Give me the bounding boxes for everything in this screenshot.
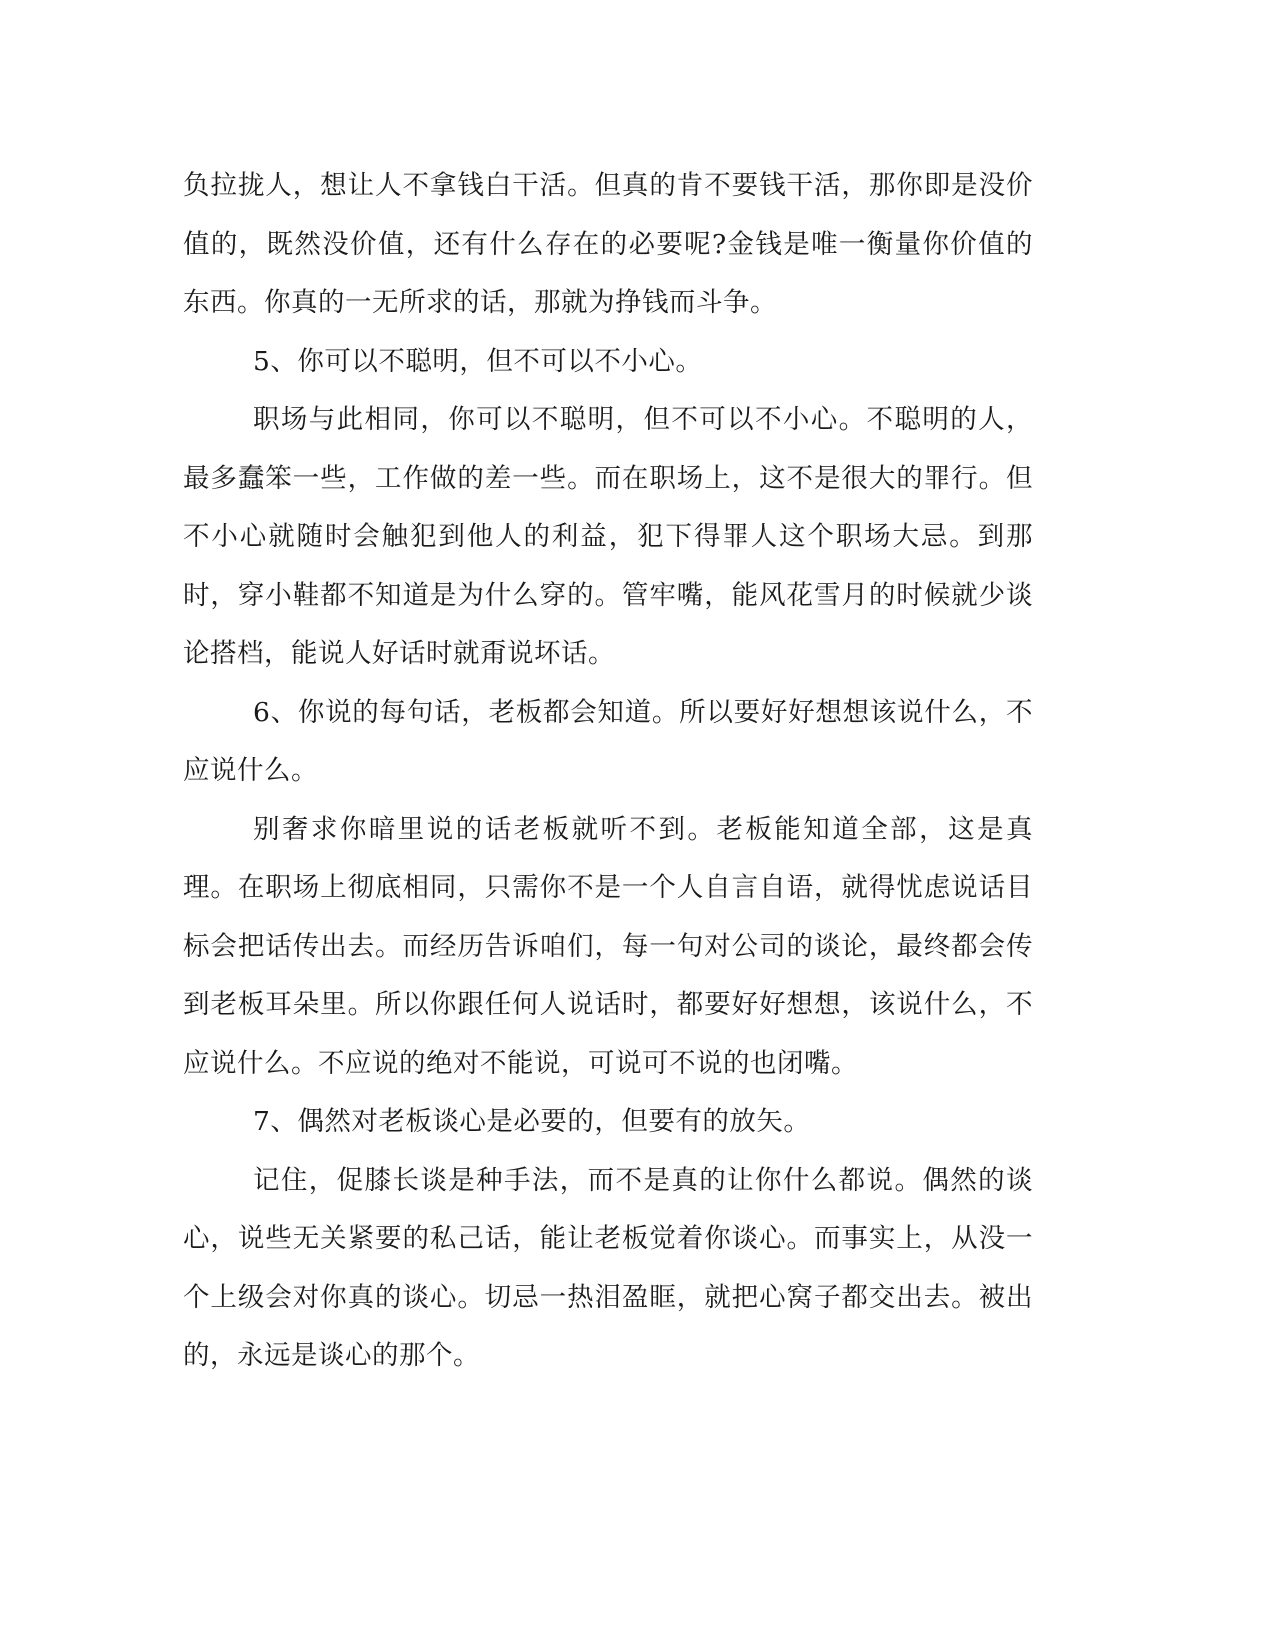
- document-body: [183, 157, 1033, 1386]
- section-heading-7: 7、偶然对老板谈心是必要的，但要有的放矢。: [253, 1106, 811, 1137]
- section-heading-5: 5、你可以不聪明，但不可以不小心。: [253, 345, 703, 377]
- paragraph-continuation: 负拉拢人，想让人不拿钱白干活。但真的肯不要钱干活，那你即是没价值的，既然没价值，还有什么存在的必要呢?金钱是唯一衡量你价值的东西。你真的一无所求的话，那就为挣钱而斗争。: [183, 170, 1033, 318]
- paragraph-section-5: 职场与此相同，你可以不聪明，但不可以不小心。不聪明的人，最多蠢笨一些，工作做的差一些。而在职场上，这不是很大的罪行。但不小心就随时会触犯到他人的利益，犯下得罪人这个职场大忌。到那时，穿小鞋都不知道是为什么穿的。管牢嘴，能风花雪月的时候就少谈论搭档，能说人好话时就甭说坏话。: [183, 404, 1033, 669]
- paragraph-section-6: 别奢求你暗里说的话老板就听不到。老板能知道全部，这是真理。在职场上彻底相同，只需你不是一个人自言自语，就得忧虑说话目标会把话传出去。而经历告诉咱们，每一句对公司的谈论，最终都会传到老板耳朵里。所以你跟任何人说话时，都要好好想想，该说什么，不应说什么。不应说的绝对不能说，可说可不说的也闭嘴。: [183, 813, 1033, 1079]
- paragraph-section-7: 记住，促膝长谈是种手法，而不是真的让你什么都说。偶然的谈心，说些无关紧要的私己话，能让老板觉着你谈心。而事实上，从没一个上级会对你真的谈心。切忌一热泪盈眶，就把心窝子都交出去。被出的，永远是谈心的那个。: [183, 1164, 1033, 1371]
- section-heading-6: 6、你说的每句话，老板都会知道。所以要好好想想该说什么，不应说什么。: [183, 696, 1033, 786]
